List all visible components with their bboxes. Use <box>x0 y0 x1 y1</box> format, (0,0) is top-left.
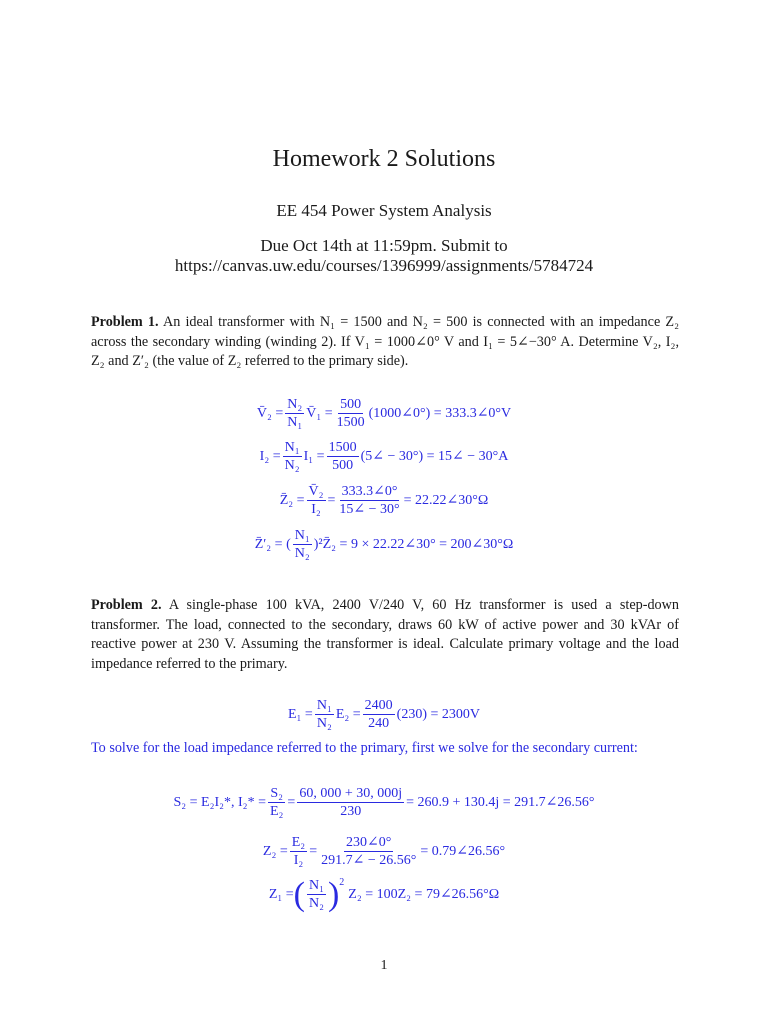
due-statement <box>0 236 768 276</box>
problem-1-statement <box>91 313 679 372</box>
p2-equation-e1: E₁ = $\frac{\text{N₁}}{\text{N₂}}$ E₂ = $\frac{2400}{240}$ (230) = 2300V <box>288 698 480 731</box>
left-paren: ( <box>293 875 305 913</box>
problem-2-text: A single-phase 100 kVA, 2400 V/240 V, 60 Hz transformer is used a step-down transformer. The load, connected to the secondary, draws 60 kW of active power and 30 kVAr of reactive power at 230 V. Assuming the transformer is ideal. Calculate primary voltage and the load impedance referred to the primary. <box>91 597 679 672</box>
page-number: 1 <box>380 958 388 973</box>
p1-equation-z2-referred: Z̄′₂ = ( $\frac{\text{N₁}}{\text{N₂}}$ )²Z̄₂ = 9 × 22.22∠30° = 200∠30°Ω <box>254 528 514 561</box>
fraction: $\frac{230\angle 0^\circ}{291.7\angle - 26.56^\circ}$ <box>321 835 417 868</box>
fraction: $\frac{\text{V̄₂}}{\text{I₂}}$ <box>308 484 324 517</box>
p2-solution-note: To solve for the load impedance referred to the primary, first we solve for the secondary current: <box>91 740 638 756</box>
exponent: 2 <box>339 877 345 888</box>
fraction: $\frac{\text{N₁}}{\text{N₂}}$ <box>284 440 300 473</box>
p2-equation-z2: Z₂ = $\frac{\text{E₂}}{\text{I₂}}$ = $\frac{230\angle 0^\circ}{291.7\angle - 26.56^\circ}$ = 0.79∠26.56° <box>262 835 506 868</box>
right-paren: ) <box>327 875 340 913</box>
fraction: $\frac{333.3\angle 0^\circ}{15\angle - 30^\circ}$ <box>339 484 400 517</box>
p2-equation-current: S₂ = E₂I₂*, I₂* = $\frac{\text{S₂}}{\text{E₂}}$ = $\frac{60, 000 + 30, 000j}{230}$ = 260.9 + 130.4j = 291.7∠26.56° <box>173 786 595 819</box>
page-title: Homework 2 Solutions <box>272 146 496 172</box>
p2-equation-z1: Z₁ = ( $\frac{\text{N₁}}{\text{N₂}}$ ) $^2$ Z₂ = 100Z₂ = 79∠26.56°Ω <box>268 875 500 913</box>
p1-equation-z2: Z̄₂ = $\frac{\text{V̄₂}}{\text{I₂}}$ = $\frac{333.3\angle 0^\circ}{15\angle - 30^\circ}$ = 22.22∠30°Ω <box>279 484 489 517</box>
due-line: Due Oct 14th at 11:59pm. Submit to <box>260 236 508 255</box>
fraction: $\frac{1500}{500}$ <box>328 440 357 473</box>
problem-1-label: Problem 1. <box>91 314 159 330</box>
fraction: $\frac{\text{N₁}}{\text{N₂}}$ <box>316 698 332 731</box>
p1-equation-i2: I₂ = $\frac{\text{N₁}}{\text{N₂}}$ I₁ = $\frac{1500}{500}$ (5∠ − 30°) = 15∠ − 30°A <box>259 440 509 473</box>
fraction: $\frac{60, 000 + 30, 000j}{230}$ <box>299 786 403 819</box>
problem-2-label: Problem 2. <box>91 597 162 613</box>
fraction: $\frac{\text{N₁}}{\text{N₂}}$ <box>294 528 310 561</box>
p1-equation-v2: V̄₂ = $\frac{\text{N₂}}{\text{N₁}}$ V̄₁ = $\frac{500}{1500}$ (1000∠0°) = 333.3∠0°V <box>256 397 512 430</box>
problem-1-text: An ideal transformer with N₁ = 1500 and N₂ = 500 is connected with an impedance Z₂ across the secondary winding (winding 2). If V₁ = 1000∠0° V and I₁ = 5∠−30° A. Determine V₂, I₂, Z₂ and Z′₂ (the value of Z₂ referred to the primary side). <box>91 314 680 369</box>
fraction: $\frac{\text{S₂}}{\text{E₂}}$ <box>269 786 284 819</box>
fraction: $\frac{\text{N₂}}{\text{N₁}}$ <box>287 397 303 430</box>
course-name: EE 454 Power System Analysis <box>276 201 492 220</box>
fraction: $\frac{2400}{240}$ <box>364 698 393 731</box>
submission-url: https://canvas.uw.edu/courses/1396999/assignments/5784724 <box>174 256 594 275</box>
problem-2-statement <box>91 596 679 674</box>
fraction: $\frac{\text{E₂}}{\text{I₂}}$ <box>291 835 306 868</box>
fraction: $\frac{\text{N₁}}{\text{N₂}}$ <box>308 878 324 911</box>
fraction: $\frac{500}{1500}$ <box>336 397 365 430</box>
